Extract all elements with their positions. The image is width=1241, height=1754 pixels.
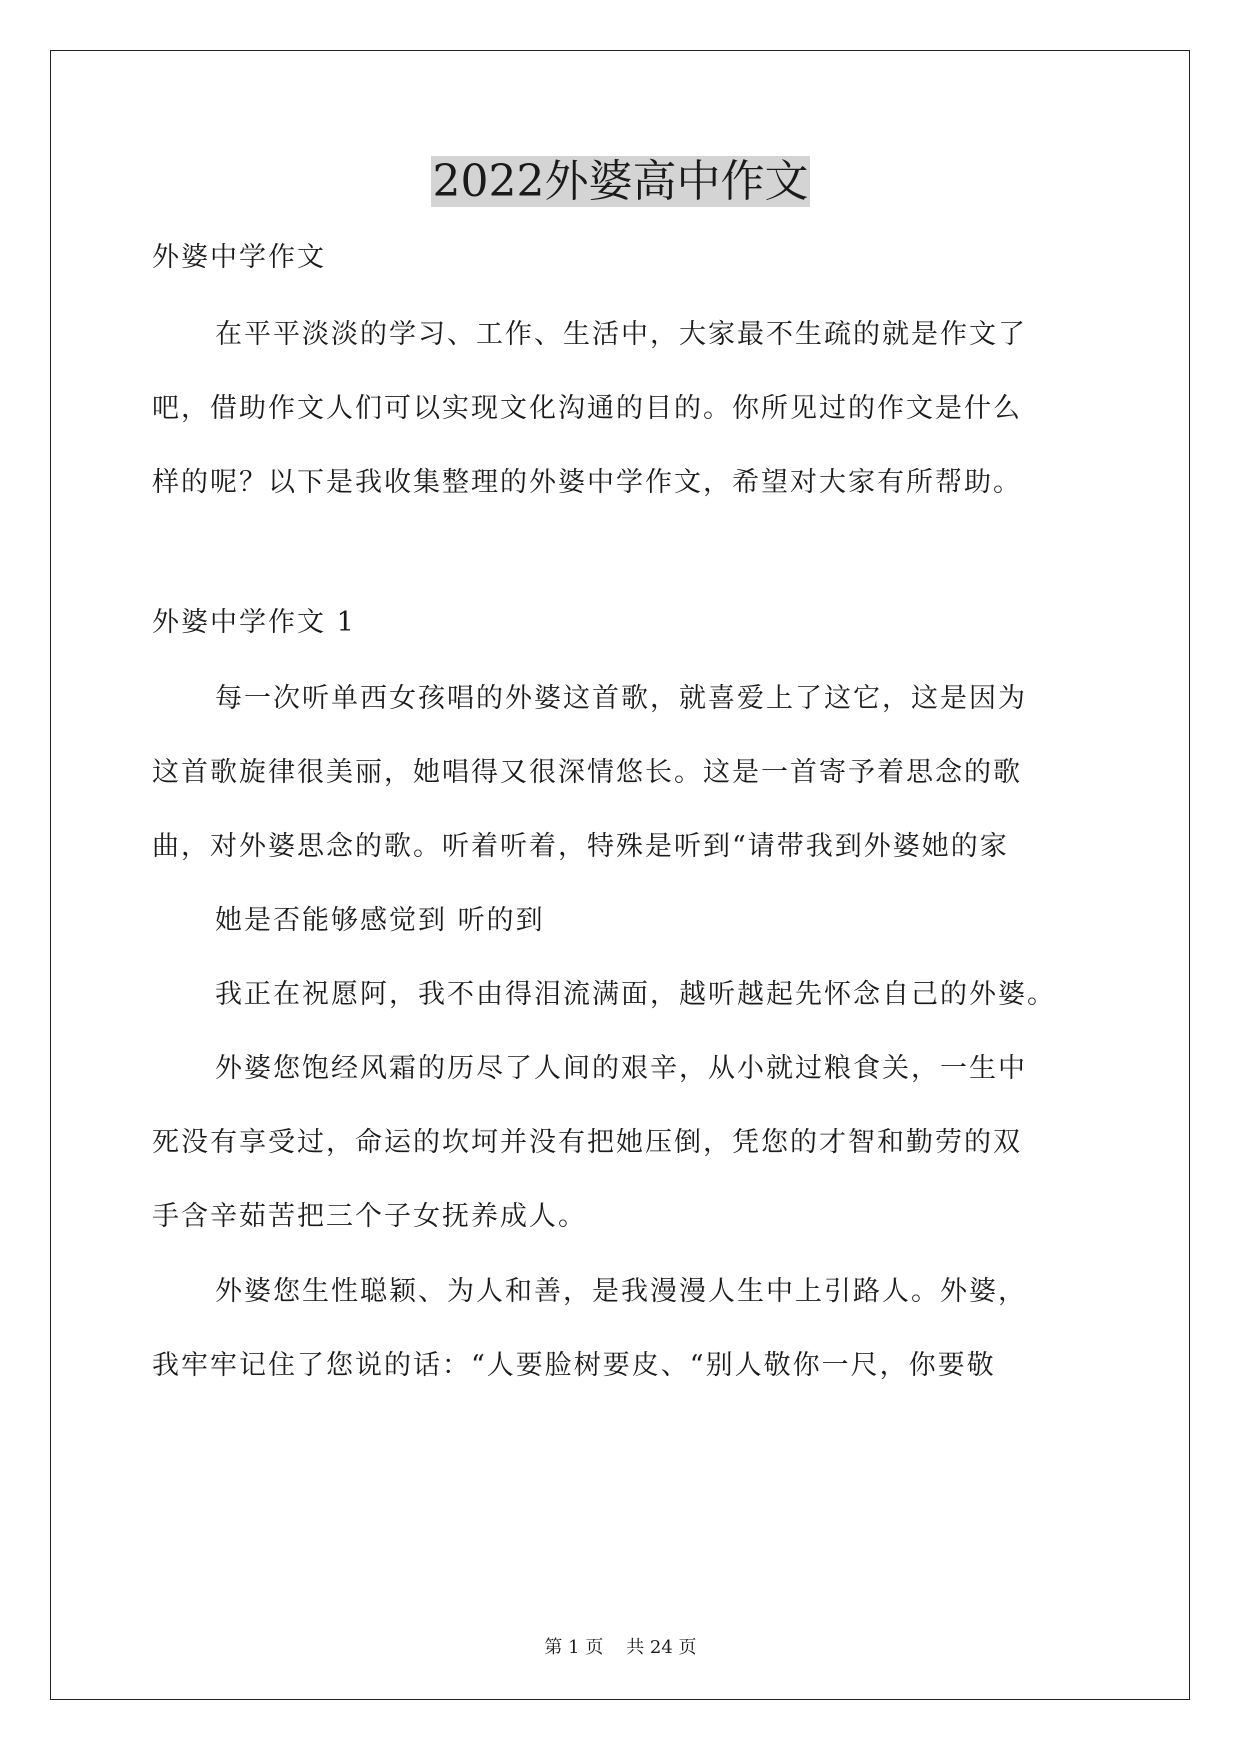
section-heading: 外婆中学作文 1 — [152, 607, 356, 638]
paragraph-line: 手含辛茹苦把三个子女抚养成人。 — [152, 1201, 587, 1232]
paragraph-line: 这首歌旋律很美丽，她唱得又很深情悠长。这是一首寄予着思念的歌 — [152, 757, 1022, 788]
paragraph-line: 曲，对外婆思念的歌。听着听着，特殊是听到“请带我到外婆她的家 — [152, 831, 1009, 862]
paragraph-line: 我正在祝愿阿，我不由得泪流满面，越听越起先怀念自己的外婆。 — [215, 979, 1056, 1010]
paragraph-line: 外婆您饱经风霜的历尽了人间的艰辛，从小就过粮食关，一生中 — [215, 1053, 1027, 1084]
paragraph-line: 我牢牢记住了您说的话：“人要脸树要皮、“别人敬你一尺，你要敬 — [152, 1350, 996, 1381]
paragraph-line: 她是否能够感觉到 听的到 — [215, 905, 545, 936]
section-heading: 外婆中学作文 — [152, 242, 326, 273]
paragraph-line: 样的呢？以下是我收集整理的外婆中学作文，希望对大家有所帮助。 — [152, 467, 1022, 498]
document-title: 2022外婆高中作文 — [432, 156, 809, 207]
page-number-footer: 第 1 页 共 24 页 — [544, 1637, 697, 1658]
page-frame — [50, 50, 1190, 1700]
paragraph-line: 在平平淡淡的学习、工作、生活中，大家最不生疏的就是作文了 — [215, 319, 1027, 350]
paragraph-line: 每一次听单西女孩唱的外婆这首歌，就喜爱上了这它，这是因为 — [215, 683, 1027, 714]
paragraph-line: 死没有享受过，命运的坎坷并没有把她压倒，凭您的才智和勤劳的双 — [152, 1127, 1022, 1158]
paragraph-line: 外婆您生性聪颖、为人和善，是我漫漫人生中上引路人。外婆， — [215, 1276, 1027, 1307]
paragraph-line: 吧，借助作文人们可以实现文化沟通的目的。你所见过的作文是什么 — [152, 393, 1022, 424]
